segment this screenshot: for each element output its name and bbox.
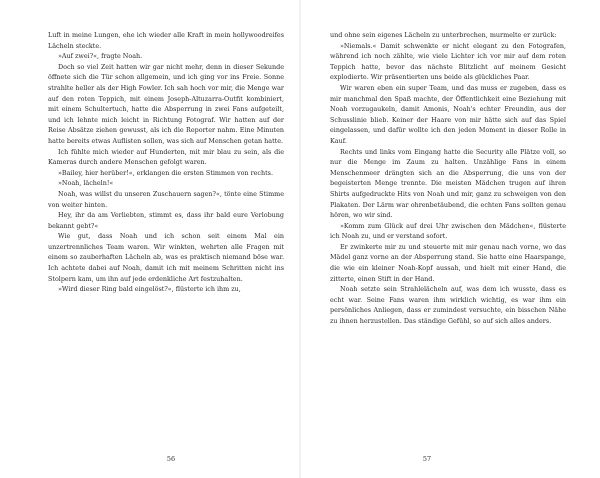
paragraph: »Noah, lächeln!« [58,179,114,188]
book-gutter [299,0,301,478]
paragraph: »Niemals.« Damit schwenkte er nicht elegant zu den Fotografen, während ich noch zählte, wie viele Lichter ich vor mir auf dem roten Teppich hatte, bevor das nächste Blitzlicht auf meinem Gesicht explodierte. Wir präsentierten uns beide als glückliches Paar. [330,41,566,82]
paragraph: »Bailey, hier herüber!«, erklangen die ersten Stimmen von rechts. [58,168,273,177]
paragraph: und ohne sein eigenes Lächeln zu unterbrechen, murmelte er zurück: [330,31,557,39]
paragraph: Noah setzte sein Strahlelächeln auf, was dem ich wusste, dass es echt war. Seine Fans waren ihm wirklich wichtig, es war ihm ein persönliches Anliegen, dass er zumindest versuchte, ein bisschen Nähe zu ihnen herzustellen. Das ständige Gefühl, so auf sich alles anders. [330,285,566,326]
left-page [48,30,284,430]
right-page [330,30,566,430]
paragraph: Doch so viel Zeit hatten wir gar nicht mehr, denn in dieser Sekunde öffnete sich die Tür schon allgemein, und ich ging vor ins Freie. Sonne strahlte heller als der High Fowler. Ich sah hoch vor mir, die Menge war auf den roten Teppich, mit einem Joseph-Altuzarra-Outfit kombiniert, mit einem Schultertuch, hatte die Absperrung in zwei Fans aufgeteilt, und ich lehnte mich leicht in Richtung Fotograf. Wir hatten auf der Reise Absätze ziehen gewusst, als ich die Reporter nahm. Eine Minuten hatte bereits etwas Auflisten sollen, was sich auf Menschen getan hatte. [48,62,284,145]
paragraph: Er zwinkerte mir zu und steuerte mit mir genau nach vorne, wo das Mädel ganz vorne an der Absperrung stand. Sie hatte eine Haarspange, die wie ein kleiner Noah-Kopf aussah, und hielt mit einer Hand, die zitterte, einen Stift in der Hand. [330,242,566,283]
paragraph: Wie gut, dass Noah und ich schon seit einem Mal ein unzertrennliches Team waren. Wir winkten, wehrten alle Fragen mit einem so zauberhaften Lächeln ab, was es praktisch niemand böse war. Ich achtete dabei auf Noah, damit ich mit meinem Schritten nicht ins Stolpern kam, um ihn auf jede erdenkliche Art festzuhalten. [48,232,284,283]
paragraph: »Komm zum Glück auf drei Uhr zwischen den Mädchen«, flüsterte ich Noah zu, und er verstand sofort. [330,221,566,241]
paragraph: Noah, was willst du unseren Zuschauern sagen?«, tönte eine Stimme von weiter hinten. [48,189,284,209]
paragraph: Hey, ihr da am Verliebten, stimmt es, dass ihr bald eure Verlobung bekannt gebt?« [48,211,284,230]
paragraph: Wir waren eben ein super Team, und das muss er zugeben, dass es mir manchmal den Spaß machte, der Öffentlichkeit eine Beziehung mit Noah vorzugaukeln, damit Amonis, Noah's echter Freundin, aus der Schusslinie blieb. Keiner der Haare von mir hätte sich auf das Spiel eingelassen, und dafür wollte ich den jeden Moment in dieser Rolle in Kauf. [330,83,566,145]
page-number-right: 57 [422,455,432,463]
page-number-left: 56 [166,455,176,463]
paragraph: »Auf zwei?«, fragte Noah. [58,52,143,61]
paragraph: »Wird dieser Ring bald eingelöst?«, flüsterte ich ihm zu, [58,285,241,294]
paragraph: Rechts und links vom Eingang hatte die Security alle Plätze voll, so nur die Menge im Zaum zu halten. Unzählige Fans in einem Menschenmeer drängten sich an die Absperrung, die uns von der begeisterten Menge trennte. Die meisten Mädchen trugen auf ihren Shirts aufgedruckte Hits von Noah und mir, ganz zu schweigen von den Plakaten. Der Lärm war ohrenbetäubend, die echten Fans sollten genau hören, wo wir sind. [330,147,566,220]
paragraph: Luft in meine Lungen, ehe ich wieder alle Kraft in mein hollywoodreifes Lächeln steckte. [48,31,284,50]
paragraph: Ich fühlte mich wieder auf Hunderten, mit mir blau zu sein, als die Kameras durch andere Menschen gefolgt waren. [48,147,284,167]
